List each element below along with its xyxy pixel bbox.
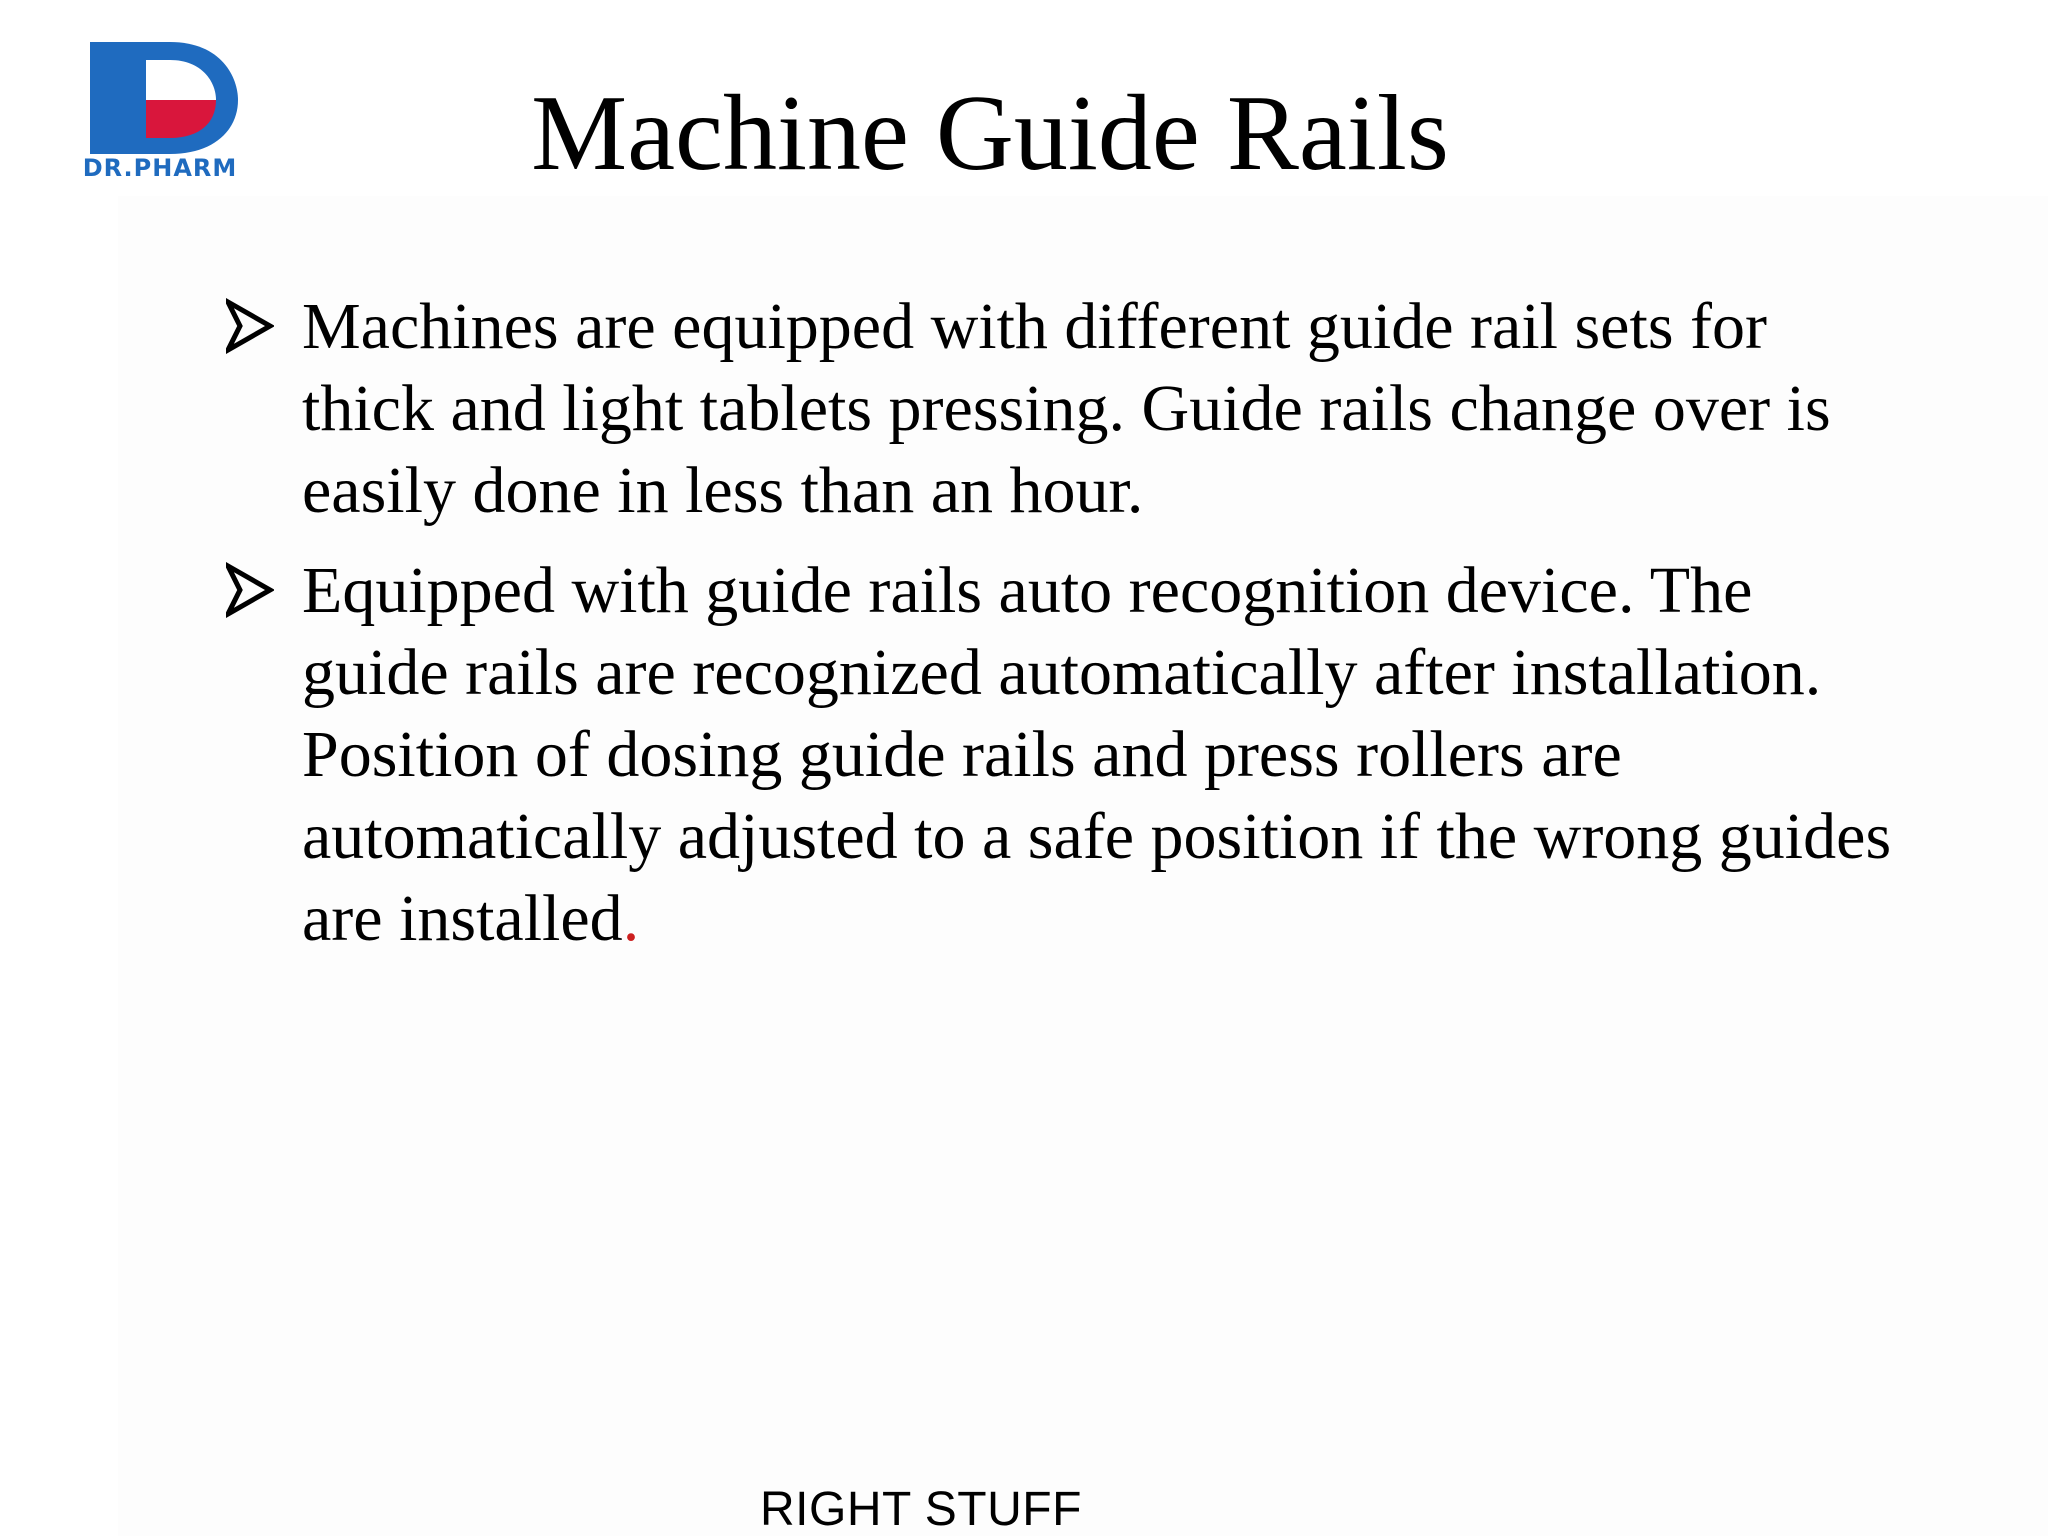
arrowhead-bullet-icon (226, 298, 274, 354)
footer-text: RIGHT STUFF (760, 1483, 1082, 1536)
bullet-trailing-period: . (622, 882, 640, 955)
brand-logo (62, 38, 258, 188)
bullet-text: Equipped with guide rails auto recognition device. The guide rails are recognized automatically after installation. Position of dosing guide rails and press rollers are automatically adjusted to a safe position if the wrong guides are installed (302, 554, 1892, 955)
logo-text: DR.PHARM (82, 154, 238, 182)
capsule-d-logo-icon (62, 38, 258, 158)
slide-title: Machine Guide Rails (531, 74, 1449, 193)
arrowhead-bullet-icon (226, 562, 274, 618)
bullet-item (226, 550, 1906, 960)
bullet-text: Machines are equipped with different guide rail sets for thick and light tablets pressing. Guide rails change over is easily done in less than an hour. (302, 290, 1831, 527)
bullet-list (226, 286, 1906, 978)
bullet-item (226, 286, 1906, 532)
